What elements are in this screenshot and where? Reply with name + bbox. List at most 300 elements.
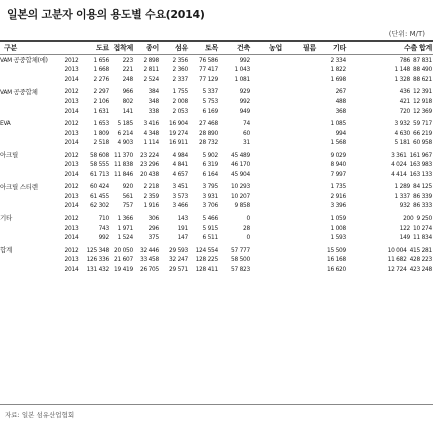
cell-civil: 77 417 bbox=[199, 65, 218, 74]
cell-adhesive: 221 bbox=[122, 65, 133, 74]
row-category bbox=[0, 254, 62, 264]
row-category bbox=[0, 106, 62, 116]
cell-film bbox=[283, 232, 317, 242]
cell-paper: 375 bbox=[148, 233, 159, 242]
cell-film bbox=[283, 210, 317, 223]
cell-civil: 128 411 bbox=[195, 264, 218, 273]
cell-export-total bbox=[347, 232, 433, 242]
cell-export: 10 004 bbox=[387, 245, 407, 254]
cell-export: 122 bbox=[399, 223, 411, 232]
cell-film bbox=[283, 242, 317, 255]
cell-construction: 60 bbox=[243, 128, 250, 137]
cell-paint: 743 bbox=[98, 223, 109, 232]
cell-film bbox=[283, 159, 317, 169]
cell-export: 4 024 bbox=[391, 160, 407, 169]
cell-agriculture bbox=[251, 179, 283, 192]
cell-agriculture bbox=[251, 137, 283, 147]
cell-agriculture bbox=[251, 159, 283, 169]
cell-fiber: 3 451 bbox=[172, 182, 188, 191]
row-year: 2012 bbox=[64, 182, 79, 191]
cell-film bbox=[283, 147, 317, 160]
cell-adhesive: 5 185 bbox=[117, 119, 133, 128]
cell-export-total bbox=[347, 179, 433, 192]
cell-fiber: 19 274 bbox=[169, 128, 188, 137]
row-category bbox=[0, 223, 62, 233]
cell-paper: 23 296 bbox=[140, 160, 159, 169]
cell-film bbox=[283, 223, 317, 233]
cell-adhesive: 11 370 bbox=[114, 150, 133, 159]
row-category: 아크릴 스티렌 bbox=[0, 182, 38, 191]
cell-other: 1 822 bbox=[330, 65, 346, 74]
row-category bbox=[0, 264, 62, 274]
header-adhesive: 접착제 bbox=[110, 42, 134, 55]
cell-civil: 6 164 bbox=[202, 169, 218, 178]
cell-other: 488 bbox=[335, 96, 346, 105]
cell-export-total bbox=[347, 201, 433, 211]
cell-total: 12 918 bbox=[413, 96, 432, 105]
cell-fiber: 29 571 bbox=[169, 264, 188, 273]
cell-paint: 58 608 bbox=[90, 150, 109, 159]
cell-adhesive: 223 bbox=[122, 55, 133, 64]
cell-other: 2 334 bbox=[330, 55, 346, 64]
cell-paper: 2 898 bbox=[143, 55, 159, 64]
cell-export: 436 bbox=[399, 87, 411, 96]
row-year: 2012 bbox=[64, 245, 79, 254]
cell-export-total bbox=[347, 106, 433, 116]
cell-other: 9 029 bbox=[330, 150, 346, 159]
cell-fiber: 1 755 bbox=[172, 87, 188, 96]
cell-construction: 57 823 bbox=[231, 264, 250, 273]
cell-civil: 5 915 bbox=[202, 223, 218, 232]
header-paper: 종이 bbox=[134, 42, 160, 55]
cell-paint: 1 653 bbox=[93, 119, 109, 128]
cell-paint: 1 656 bbox=[93, 55, 109, 64]
cell-agriculture bbox=[251, 264, 283, 274]
cell-export-total bbox=[347, 55, 433, 65]
cell-paper: 384 bbox=[148, 87, 159, 96]
cell-construction: 1 081 bbox=[234, 74, 250, 83]
document-title: 일본의 고분자 이용의 용도별 수요(2014) bbox=[7, 8, 205, 21]
table-row bbox=[0, 115, 433, 128]
cell-film bbox=[283, 137, 317, 147]
header-film: 필름 bbox=[283, 42, 317, 55]
cell-paper: 296 bbox=[148, 223, 159, 232]
cell-paint: 1 809 bbox=[93, 128, 109, 137]
cell-fiber: 2 337 bbox=[172, 74, 188, 83]
cell-paint: 126 336 bbox=[86, 255, 109, 264]
cell-adhesive: 966 bbox=[122, 87, 133, 96]
cell-paper: 338 bbox=[148, 106, 159, 115]
cell-other: 15 509 bbox=[327, 245, 346, 254]
cell-export-total bbox=[347, 254, 433, 264]
table-row bbox=[0, 55, 433, 65]
cell-civil: 3 706 bbox=[202, 201, 218, 210]
cell-agriculture bbox=[251, 254, 283, 264]
cell-civil: 77 129 bbox=[199, 74, 218, 83]
cell-paint: 62 302 bbox=[90, 201, 109, 210]
cell-paint: 1 631 bbox=[93, 106, 109, 115]
cell-export-total bbox=[347, 169, 433, 179]
cell-total: 87 831 bbox=[413, 55, 432, 64]
cell-other: 368 bbox=[335, 106, 346, 115]
cell-total: 11 834 bbox=[413, 233, 432, 242]
cell-total: 9 250 bbox=[416, 213, 432, 222]
row-year: 2014 bbox=[64, 264, 79, 273]
cell-construction: 1 043 bbox=[234, 65, 250, 74]
row-year: 2014 bbox=[64, 233, 79, 242]
cell-film bbox=[283, 106, 317, 116]
row-category: 기타 bbox=[0, 214, 13, 223]
row-year: 2012 bbox=[64, 87, 79, 96]
table-row bbox=[0, 232, 433, 242]
table-row bbox=[0, 84, 433, 97]
cell-construction: 992 bbox=[239, 55, 250, 64]
cell-other: 1 059 bbox=[330, 213, 346, 222]
row-category bbox=[0, 232, 62, 242]
cell-adhesive: 6 214 bbox=[117, 128, 133, 137]
table-row bbox=[0, 159, 433, 169]
header-civil: 토목 bbox=[189, 42, 219, 55]
row-year: 2012 bbox=[64, 213, 79, 222]
cell-civil: 28 732 bbox=[199, 138, 218, 147]
cell-fiber: 4 841 bbox=[172, 160, 188, 169]
cell-paper: 2 218 bbox=[143, 182, 159, 191]
table-row bbox=[0, 169, 433, 179]
cell-fiber: 16 904 bbox=[169, 119, 188, 128]
cell-total: 66 219 bbox=[413, 128, 432, 137]
row-year: 2013 bbox=[64, 223, 79, 232]
cell-film bbox=[283, 169, 317, 179]
cell-export: 421 bbox=[399, 96, 411, 105]
cell-film bbox=[283, 74, 317, 84]
header-total: 합계 bbox=[418, 44, 432, 52]
cell-civil: 128 225 bbox=[195, 255, 218, 264]
table-row bbox=[0, 223, 433, 233]
row-category bbox=[0, 201, 62, 211]
cell-adhesive: 1 971 bbox=[117, 223, 133, 232]
cell-construction: 74 bbox=[243, 119, 250, 128]
cell-fiber: 2 356 bbox=[172, 55, 188, 64]
cell-export-total bbox=[347, 65, 433, 75]
table-row bbox=[0, 74, 433, 84]
cell-total: 163 133 bbox=[409, 169, 432, 178]
row-category bbox=[0, 137, 62, 147]
cell-adhesive: 11 838 bbox=[114, 160, 133, 169]
header-export: 수출 bbox=[403, 44, 418, 52]
cell-paper: 348 bbox=[148, 96, 159, 105]
cell-film bbox=[283, 254, 317, 264]
cell-construction: 929 bbox=[239, 87, 250, 96]
cell-paint: 2 276 bbox=[93, 74, 109, 83]
row-category bbox=[0, 65, 62, 75]
cell-export-total bbox=[347, 147, 433, 160]
table-row bbox=[0, 264, 433, 274]
cell-civil: 5 753 bbox=[202, 96, 218, 105]
row-year: 2012 bbox=[64, 119, 79, 128]
cell-adhesive: 4 903 bbox=[117, 138, 133, 147]
cell-construction: 9 858 bbox=[234, 201, 250, 210]
cell-fiber: 3 573 bbox=[172, 191, 188, 200]
cell-paint: 61 455 bbox=[90, 191, 109, 200]
row-year: 2013 bbox=[64, 96, 79, 105]
row-year: 2014 bbox=[64, 138, 79, 147]
cell-civil: 6 319 bbox=[202, 160, 218, 169]
cell-export-total bbox=[347, 115, 433, 128]
cell-fiber: 16 911 bbox=[169, 138, 188, 147]
table-row bbox=[0, 179, 433, 192]
cell-total: 12 369 bbox=[413, 106, 432, 115]
cell-civil: 124 554 bbox=[195, 245, 218, 254]
cell-agriculture bbox=[251, 96, 283, 106]
cell-paper: 4 348 bbox=[143, 128, 159, 137]
cell-other: 7 997 bbox=[330, 169, 346, 178]
cell-fiber: 32 247 bbox=[169, 255, 188, 264]
cell-film bbox=[283, 115, 317, 128]
cell-paper: 2 359 bbox=[143, 191, 159, 200]
cell-paint: 992 bbox=[98, 233, 109, 242]
cell-export: 3 932 bbox=[394, 119, 411, 128]
cell-fiber: 191 bbox=[177, 223, 188, 232]
cell-film bbox=[283, 191, 317, 201]
cell-total: 86 339 bbox=[413, 191, 432, 200]
table-body bbox=[0, 55, 433, 274]
cell-export: 720 bbox=[399, 106, 411, 115]
cell-civil: 27 468 bbox=[199, 119, 218, 128]
cell-adhesive: 1 366 bbox=[117, 213, 133, 222]
cell-fiber: 4 984 bbox=[172, 150, 188, 159]
cell-film bbox=[283, 65, 317, 75]
table-row bbox=[0, 147, 433, 160]
cell-adhesive: 561 bbox=[122, 191, 133, 200]
row-year: 2014 bbox=[64, 106, 79, 115]
cell-export: 5 181 bbox=[394, 138, 411, 147]
row-category bbox=[0, 191, 62, 201]
cell-paint: 2 297 bbox=[93, 87, 109, 96]
cell-paint: 1 668 bbox=[93, 65, 109, 74]
cell-other: 1 735 bbox=[330, 182, 346, 191]
cell-paint: 61 713 bbox=[90, 169, 109, 178]
cell-agriculture bbox=[251, 223, 283, 233]
cell-construction: 992 bbox=[239, 96, 250, 105]
cell-civil: 6 511 bbox=[202, 233, 218, 242]
cell-civil: 6 169 bbox=[202, 106, 218, 115]
cell-construction: 45 489 bbox=[231, 150, 250, 159]
cell-film bbox=[283, 264, 317, 274]
cell-construction: 949 bbox=[239, 106, 250, 115]
cell-other: 1 568 bbox=[330, 138, 346, 147]
cell-adhesive: 802 bbox=[122, 96, 133, 105]
cell-export-total bbox=[347, 128, 433, 138]
cell-adhesive: 21 607 bbox=[114, 255, 133, 264]
bottom-rule bbox=[0, 404, 433, 405]
cell-export: 786 bbox=[399, 55, 411, 64]
cell-construction: 45 904 bbox=[231, 169, 250, 178]
row-year: 2013 bbox=[64, 65, 79, 74]
cell-film bbox=[283, 96, 317, 106]
cell-total: 86 333 bbox=[413, 201, 432, 210]
cell-construction: 58 500 bbox=[231, 255, 250, 264]
cell-export-total bbox=[347, 223, 433, 233]
header-paint: 도료 bbox=[82, 42, 110, 55]
cell-construction: 57 777 bbox=[231, 245, 250, 254]
table-row bbox=[0, 96, 433, 106]
cell-other: 1 008 bbox=[330, 223, 346, 232]
cell-total: 88 490 bbox=[413, 65, 432, 74]
demand-table bbox=[0, 42, 433, 273]
row-year: 2012 bbox=[64, 55, 79, 64]
cell-other: 1 593 bbox=[330, 233, 346, 242]
cell-construction: 28 bbox=[243, 223, 250, 232]
cell-export: 1 148 bbox=[394, 65, 411, 74]
cell-civil: 76 586 bbox=[199, 55, 218, 64]
cell-export-total bbox=[347, 191, 433, 201]
row-category bbox=[0, 159, 62, 169]
cell-total: 60 958 bbox=[413, 138, 432, 147]
cell-paper: 306 bbox=[148, 213, 159, 222]
cell-agriculture bbox=[251, 65, 283, 75]
cell-adhesive: 1 524 bbox=[117, 233, 133, 242]
table-row bbox=[0, 65, 433, 75]
cell-agriculture bbox=[251, 147, 283, 160]
header-fiber: 섬유 bbox=[160, 42, 189, 55]
row-year: 2013 bbox=[64, 160, 79, 169]
cell-other: 994 bbox=[335, 128, 346, 137]
row-year: 2013 bbox=[64, 191, 79, 200]
cell-paper: 32 446 bbox=[140, 245, 159, 254]
cell-paper: 20 438 bbox=[140, 169, 159, 178]
cell-construction: 31 bbox=[243, 138, 250, 147]
cell-adhesive: 920 bbox=[122, 182, 133, 191]
cell-export: 12 724 bbox=[387, 264, 407, 273]
cell-construction: 46 170 bbox=[231, 160, 250, 169]
cell-total: 59 717 bbox=[413, 119, 432, 128]
cell-film bbox=[283, 128, 317, 138]
row-year: 2013 bbox=[64, 255, 79, 264]
cell-adhesive: 141 bbox=[122, 106, 133, 115]
cell-paint: 60 424 bbox=[90, 182, 109, 191]
cell-paper: 1 916 bbox=[143, 201, 159, 210]
cell-total: 10 274 bbox=[413, 223, 432, 232]
cell-agriculture bbox=[251, 115, 283, 128]
cell-adhesive: 11 846 bbox=[114, 169, 133, 178]
cell-agriculture bbox=[251, 55, 283, 65]
table-header-row bbox=[0, 42, 433, 55]
cell-export-total bbox=[347, 84, 433, 97]
cell-export: 11 682 bbox=[387, 255, 407, 264]
cell-film bbox=[283, 179, 317, 192]
cell-construction: 10 207 bbox=[231, 191, 250, 200]
cell-export: 1 337 bbox=[394, 191, 411, 200]
cell-agriculture bbox=[251, 210, 283, 223]
cell-paper: 2 524 bbox=[143, 74, 159, 83]
cell-agriculture bbox=[251, 128, 283, 138]
cell-agriculture bbox=[251, 84, 283, 97]
cell-total: 88 621 bbox=[413, 74, 432, 83]
cell-fiber: 143 bbox=[177, 213, 188, 222]
cell-film bbox=[283, 55, 317, 65]
header-construction: 건축 bbox=[219, 42, 251, 55]
cell-adhesive: 248 bbox=[122, 74, 133, 83]
cell-other: 1 085 bbox=[330, 119, 346, 128]
header-category: 구분 bbox=[0, 42, 62, 55]
header-year bbox=[62, 42, 82, 55]
cell-civil: 3 931 bbox=[202, 191, 218, 200]
cell-other: 1 698 bbox=[330, 74, 346, 83]
cell-agriculture bbox=[251, 169, 283, 179]
cell-fiber: 3 466 bbox=[172, 201, 188, 210]
cell-export: 4 630 bbox=[394, 128, 411, 137]
cell-other: 8 940 bbox=[330, 160, 346, 169]
table-row bbox=[0, 201, 433, 211]
unit-label: (단위: M/T) bbox=[388, 30, 425, 38]
header-other: 기타 bbox=[317, 42, 347, 55]
cell-construction: 0 bbox=[246, 233, 250, 242]
cell-total: 12 391 bbox=[413, 87, 432, 96]
cell-export-total bbox=[347, 242, 433, 255]
cell-paper: 23 224 bbox=[140, 150, 159, 159]
cell-export-total bbox=[347, 159, 433, 169]
cell-export: 1 328 bbox=[394, 74, 411, 83]
table-row bbox=[0, 128, 433, 138]
cell-export: 4 414 bbox=[391, 169, 407, 178]
cell-agriculture bbox=[251, 201, 283, 211]
cell-export-total bbox=[347, 264, 433, 274]
cell-paint: 2 106 bbox=[93, 96, 109, 105]
cell-other: 16 620 bbox=[327, 264, 346, 273]
cell-agriculture bbox=[251, 74, 283, 84]
cell-civil: 5 902 bbox=[202, 150, 218, 159]
row-category: EVA bbox=[0, 119, 11, 128]
row-category bbox=[0, 74, 62, 84]
cell-total: 84 125 bbox=[413, 182, 432, 191]
cell-export-total bbox=[347, 96, 433, 106]
cell-film bbox=[283, 84, 317, 97]
cell-total: 423 248 bbox=[409, 264, 432, 273]
row-category: 합계 bbox=[0, 246, 13, 255]
cell-paint: 710 bbox=[98, 213, 109, 222]
cell-export: 1 289 bbox=[394, 182, 411, 191]
cell-export-total bbox=[347, 137, 433, 147]
cell-fiber: 2 008 bbox=[172, 96, 188, 105]
row-category bbox=[0, 96, 62, 106]
table-row bbox=[0, 191, 433, 201]
cell-paint: 2 518 bbox=[93, 138, 109, 147]
cell-agriculture bbox=[251, 232, 283, 242]
row-year: 2014 bbox=[64, 201, 79, 210]
row-year: 2014 bbox=[64, 169, 79, 178]
cell-fiber: 2 360 bbox=[172, 65, 188, 74]
cell-paint: 125 348 bbox=[86, 245, 109, 254]
cell-paper: 1 114 bbox=[143, 138, 159, 147]
cell-export: 200 bbox=[403, 213, 414, 222]
cell-export: 932 bbox=[399, 201, 411, 210]
header-export-total bbox=[347, 42, 433, 55]
cell-civil: 28 890 bbox=[199, 128, 218, 137]
cell-export-total bbox=[347, 74, 433, 84]
cell-total: 163 983 bbox=[409, 160, 432, 169]
cell-total: 428 223 bbox=[409, 255, 432, 264]
cell-civil: 3 795 bbox=[202, 182, 218, 191]
cell-fiber: 4 657 bbox=[172, 169, 188, 178]
row-year: 2014 bbox=[64, 74, 79, 83]
cell-adhesive: 757 bbox=[122, 201, 133, 210]
cell-other: 267 bbox=[335, 87, 346, 96]
cell-civil: 5 466 bbox=[202, 213, 218, 222]
table-row bbox=[0, 210, 433, 223]
row-category bbox=[0, 169, 62, 179]
cell-total: 415 281 bbox=[409, 245, 432, 254]
cell-other: 3 396 bbox=[330, 201, 346, 210]
